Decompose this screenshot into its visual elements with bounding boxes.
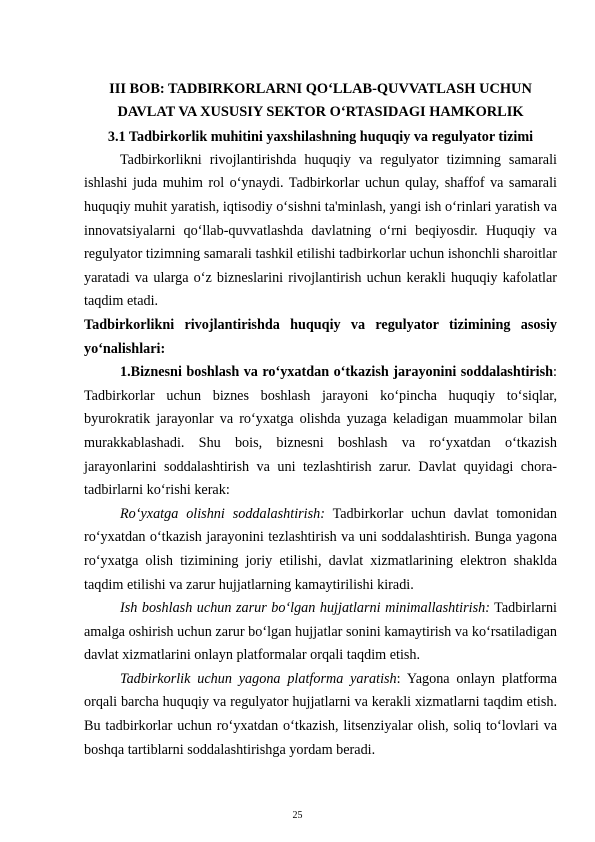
sub-item-2-paragraph: [84, 597, 557, 668]
sub-item-2-title: Ish boshlash uchun zarur bo‘lgan hujjatlarni minimallashtirish:: [120, 600, 490, 617]
section-title: 3.1 Tadbirkorlik muhitini yaxshilashning huquqiy va regulyator tizimi: [107, 128, 534, 145]
item-1-title: 1.Biznesni boshlash va ro‘yxatdan o‘tkazish jarayonini soddalashtirish: [120, 364, 554, 381]
sub-item-1-text: Tadbirkorlar uchun davlat tomonidan ro‘yxatdan o‘tkazish jarayonini tezlashtirish va uni soddalashtirish. Bunga yagona ro‘yxatga olish tizimining joriy etilishi, davlat xizmatlarining elektron shaklda taqdim etilishi va zarur hujjatlarning kamaytirilishi kiradi.: [84, 505, 557, 593]
sub-item-3-text: : Yagona onlayn platforma orqali barcha huquqiy va regulyator hujjatlarni va kerakli xizmatlarni taqdim etish. Bu tadbirkorlar uchun ro‘yxatdan o‘tkazish, litsenziyalar olish, soliq to‘lovlari va boshqa tartiblarni soddalashtirishga yordam beradi.: [84, 670, 557, 758]
document-page: [84, 78, 557, 762]
item-1-paragraph: [84, 361, 557, 503]
chapter-title-line-2: DAVLAT VA XUSUSIY SEKTOR O‘RTASIDAGI HAMKORLIK: [117, 104, 524, 121]
sub-item-2-text: Tadbirlarni amalga oshirish uchun zarur bo‘lgan hujjatlar sonini kamaytirish va ko‘rsatiladigan davlat xizmatlarini onlayn platformalar orqali taqdim etish.: [84, 600, 557, 664]
sub-item-3-paragraph: [84, 668, 557, 762]
intro-paragraph: Tadbirkorlikni rivojlantirishda huquqiy va regulyator tizimning samarali ishlashi juda muhim rol o‘ynaydi. Tadbirkorlar uchun qulay, shaffof va samarali huquqiy muhit yaratish, iqtisodiy o‘sishni ta'minlash, yangi ish o‘rinlari yaratish va innovatsiyalarni qo‘llab-quvvatlashda davlatning o‘rni beqiyosdir. Huquqiy va regulyator tizimning samarali tashkil etilishi tadbirkorlar uchun ishonchli sharoitlar yaratadi va ularga o‘z bizneslarini rivojlantirish uchun kerakli huquqiy kafolatlar taqdim etadi.: [84, 151, 557, 310]
sub-item-1-paragraph: [84, 503, 557, 597]
chapter-title-line-1: III BOB: TADBIRKORLARNI QO‘LLAB-QUVVATLASH UCHUN: [109, 81, 532, 97]
sub-item-3-title: Tadbirkorlik uchun yagona platforma yaratish: [120, 670, 397, 687]
directions-heading: Tadbirkorlikni rivojlantirishda huquqiy va regulyator tizimining asosiy yo‘nalishlari:: [84, 316, 557, 357]
item-1-text: : Tadbirkorlar uchun biznes boshlash jarayoni ko‘pincha huquqiy to‘siqlar, byurokratik jarayonlar va ro‘yxatga olishda yuzaga keladigan muammolar bilan murakkablashadi. Shu bois, biznesni boshlash va ro‘yxatdan o‘tkazish jarayonlarini soddalashtirish va uni tezlashtirish zarur. Davlat quyidagi chora-tadbirlarni ko‘rishi kerak:: [84, 364, 557, 499]
page-number: 25: [292, 810, 303, 821]
sub-item-1-title: Ro‘yxatga olishni soddalashtirish:: [120, 505, 325, 522]
